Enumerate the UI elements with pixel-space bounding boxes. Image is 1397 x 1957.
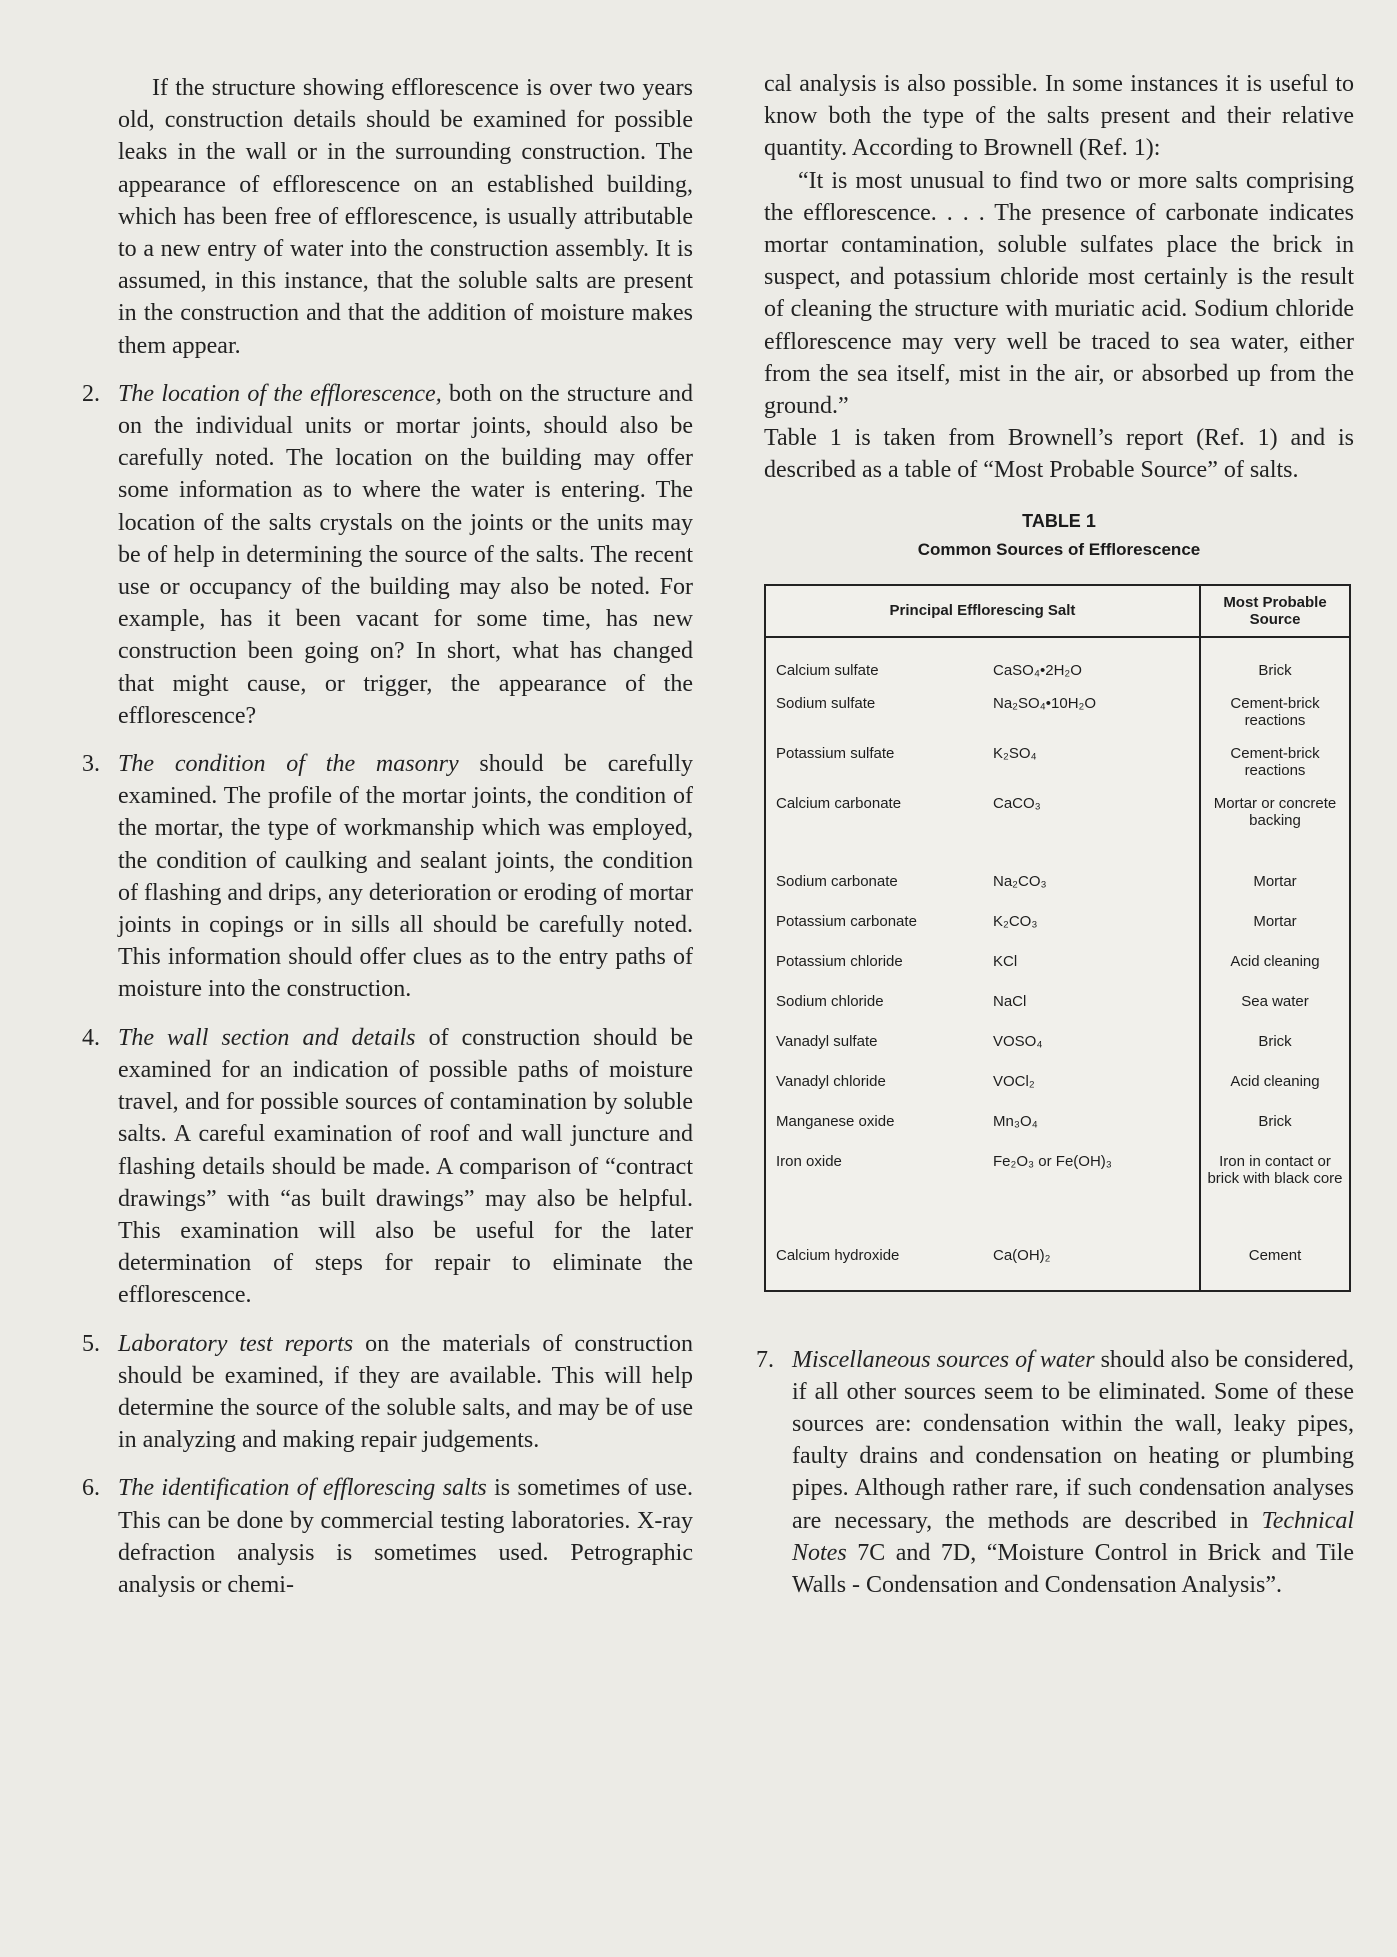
salt-formula-cell: CaSO₄•2H₂O (993, 661, 1082, 679)
brownell-quote: “It is most unusual to find two or more salts comprising the efflorescence. . . . The presence of carbonate indicates mortar contamination, soluble sulfates place the brick in suspect, and potassium chloride most certainly is the result of cleaning the structure with muriatic acid. Sodium chloride efflorescence may very well be traced to sea water, either from the sea itself, mist in the air, or absorbed up from the ground.” (764, 167, 1354, 420)
item-title: Miscellaneous sources of water (792, 1346, 1095, 1373)
salt-name-cell: Calcium carbonate (776, 794, 902, 812)
table-title: Common Sources of Efflorescence (917, 539, 1201, 559)
item-number: 5. (82, 1330, 100, 1357)
item-text: both on the structure and on the individual units or mortar joints, should also be carefully noted. The location on the building may offer some information as to where the water is entering. The location of the salts crystals on the joints or the units may be of help in determining the source of the salts. The recent use or occupancy of the building may also be noted. For example, has it been vacant for some time, has new construction been going on? In short, what has changed that might cause, or trigger, the appearance of the efflorescence? (118, 380, 693, 729)
item-title: The wall section and details (118, 1024, 416, 1051)
table-row (765, 873, 1350, 913)
table-row (765, 1073, 1350, 1113)
salt-formula-cell: K₂CO₃ (993, 912, 1038, 930)
salt-formula-cell: Mn₃O₄ (993, 1112, 1038, 1130)
item-number: 2. (82, 380, 100, 407)
source-cell: Brick (1200, 1113, 1350, 1153)
continuation-paragraph: cal analysis is also possible. In some instances it is useful to know both the type of the salts present and their relative quantity. According to Brownell (Ref. 1): (764, 71, 1354, 162)
table-row (765, 637, 1350, 695)
source-cell: Iron in contact or brick with black core (1200, 1153, 1350, 1247)
salt-name-cell: Sodium carbonate (776, 872, 898, 890)
item-text: is sometimes of use. This can be done by commercial testing laboratories. X-ray defraction analysis is sometimes used. Petrographic analysis or chemi- (118, 1475, 693, 1598)
salt-name-cell: Manganese oxide (776, 1112, 895, 1130)
salt-formula-cell: VOCl₂ (993, 1072, 1035, 1090)
table-row (765, 1113, 1350, 1153)
item-number: 7. (756, 1346, 774, 1373)
item-number: 6. (82, 1475, 100, 1502)
efflorescence-table (764, 584, 1351, 1292)
source-cell: Brick (1200, 637, 1350, 695)
table-row (765, 695, 1350, 745)
item-text: should also be considered, if all other sources seem to be eliminated. Some of these sources are: condensation within the wall, leaky pipes, faulty drains and condensation on heating or plumbing pipes. Although rather rare, if such condensation analyses are necessary, the methods are described in (792, 1346, 1355, 1534)
list-item (82, 748, 694, 1006)
source-cell: Mortar (1200, 913, 1350, 953)
item-number: 4. (82, 1024, 100, 1051)
list-item (82, 378, 693, 732)
list-item-7 (756, 1344, 1355, 1602)
source-cell: Acid cleaning (1200, 953, 1350, 993)
source-cell: Sea water (1200, 993, 1350, 1033)
table-row (765, 993, 1350, 1033)
salt-formula-cell: NaCl (993, 992, 1027, 1010)
intro-paragraph: If the structure showing efflorescence is over two years old, construction details should be examined for possible leaks in the wall or in the surrounding construction. The appearance of efflorescence on an established building, which has been free of efflorescence, is usually attributable to a new entry of water into the construction assembly. It is assumed, in this instance, that the soluble salts are present in the construction and that the addition of moisture makes them appear. (118, 75, 693, 359)
header-source: Most Probable Source (1200, 585, 1350, 637)
salt-name-cell: Iron oxide (776, 1152, 842, 1170)
item-text: of construction should be examined for an indication of possible paths of moisture travel, and for possible sources of contamination by soluble salts. A careful examination of roof and wall juncture and flashing details should be made. A comparison of “contract drawings” with “as built drawings” may also be helpful. This examination will also be useful for the later determination of steps for repair to eliminate the efflorescence. (118, 1024, 693, 1309)
salt-formula-cell: CaCO₃ (993, 794, 1041, 812)
salt-name-cell: Potassium chloride (776, 952, 903, 970)
table-reference-paragraph: Table 1 is taken from Brownell’s report (Ref. 1) and is described as a table of “Most Probable Source” of salts. (764, 425, 1354, 484)
table-row (765, 745, 1350, 795)
salt-name-cell: Potassium sulfate (776, 744, 895, 762)
salt-name-cell: Calcium sulfate (776, 661, 879, 679)
item-number: 3. (82, 751, 100, 778)
item-title: The condition of the masonry (118, 751, 459, 778)
salt-formula-cell: Na₂CO₃ (993, 872, 1047, 890)
table-row (765, 1033, 1350, 1073)
source-cell: Cement-brick reactions (1200, 695, 1350, 745)
source-cell: Cement-brick reactions (1200, 745, 1350, 795)
salt-formula-cell: KCl (993, 952, 1018, 970)
table-label: TABLE 1 (1022, 510, 1096, 531)
list-item (82, 1022, 693, 1312)
item-text: should be carefully examined. The profile of the mortar joints, the condition of the mortar, the type of workmanship which was employed, the condition of caulking and sealant joints, the condition of flashing and drips, any deterioration or eroding of mortar joints in copings or in sills all should be carefully noted. This information should offer clues as to the entry paths of moisture into the construction. (118, 751, 694, 1003)
salt-formula-cell: VOSO₄ (993, 1032, 1043, 1050)
list-item (82, 1328, 694, 1457)
table-header-row (765, 585, 1350, 637)
source-cell: Cement (1200, 1247, 1350, 1291)
salt-formula-cell: Na₂SO₄•10H₂O (993, 694, 1097, 712)
salt-name-cell: Vanadyl sulfate (776, 1032, 878, 1050)
source-cell: Mortar or concrete backing (1200, 795, 1350, 873)
table-body (765, 637, 1350, 1291)
salt-name-cell: Sodium chloride (776, 992, 884, 1010)
item-title: Laboratory test reports (118, 1330, 354, 1357)
table-row (765, 913, 1350, 953)
item-title: The location of the efflorescence, (118, 380, 442, 407)
numbered-list (82, 378, 694, 1601)
table-row (765, 1153, 1350, 1247)
source-cell: Acid cleaning (1200, 1073, 1350, 1113)
right-column (756, 68, 1355, 1601)
salt-name-cell: Potassium carbonate (776, 912, 917, 930)
salt-name-cell: Sodium sulfate (776, 694, 876, 712)
salt-formula-cell: Ca(OH)₂ (993, 1246, 1051, 1264)
list-item (82, 1472, 693, 1601)
item-text: on the materials of construction should be examined, if they are available. This will help determine the source of the soluble salts, and may be of use in analyzing and making repair judgements. (118, 1330, 694, 1454)
header-salt: Principal Efflorescing Salt (765, 585, 1200, 637)
source-cell: Brick (1200, 1033, 1350, 1073)
source-cell: Mortar (1200, 873, 1350, 913)
salt-formula-cell: K₂SO₄ (993, 744, 1037, 762)
table-row (765, 953, 1350, 993)
item-title: The identification of efflorescing salts (118, 1475, 487, 1502)
left-column (82, 72, 694, 1617)
salt-formula-cell: Fe₂O₃ or Fe(OH)₃ (993, 1152, 1112, 1170)
item-text-end: 7C and 7D, “Moisture Control in Brick and Tile Walls - Condensation and Condensation Analysis”. (792, 1539, 1354, 1599)
salt-name-cell: Calcium hydroxide (776, 1246, 900, 1264)
reference-title: Technical Notes (792, 1507, 1354, 1566)
table-row (765, 795, 1350, 873)
table-row (765, 1247, 1350, 1291)
salt-name-cell: Vanadyl chloride (776, 1072, 886, 1090)
